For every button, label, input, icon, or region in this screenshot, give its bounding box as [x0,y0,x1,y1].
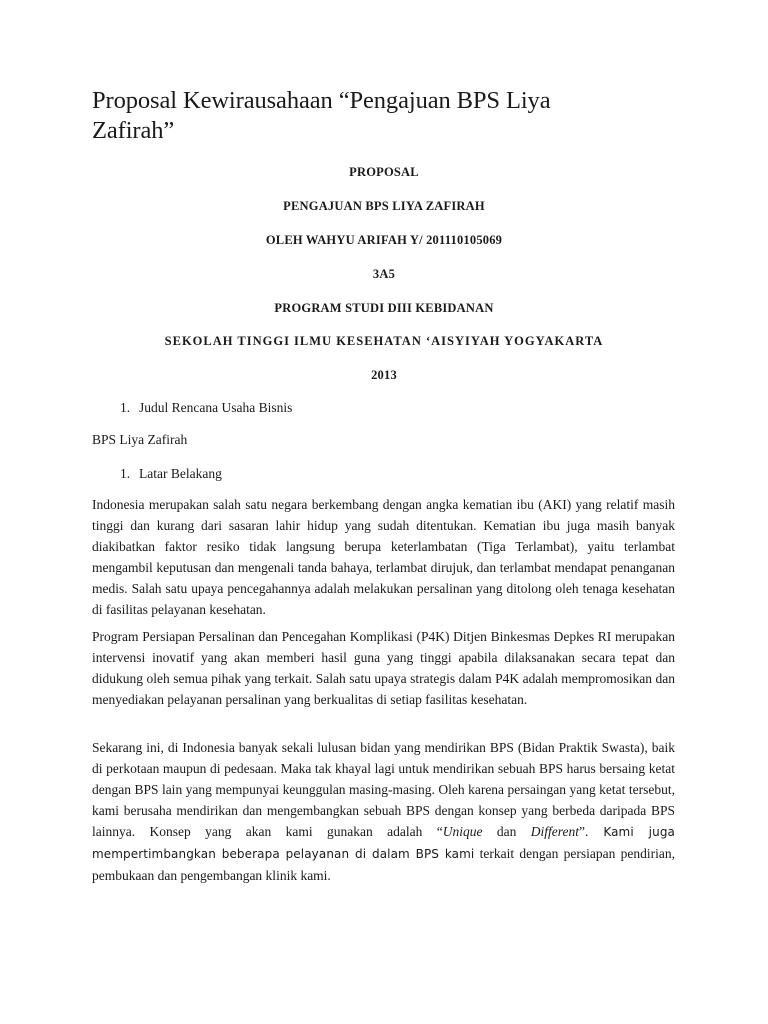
cover-program: PROGRAM STUDI DIII KEBIDANAN [274,301,494,315]
cover-year: 2013 [371,368,397,382]
list-number: 1. [120,466,131,481]
list-item [120,466,222,482]
paragraph-2: Program Persiapan Persalinan dan Pencegahan Komplikasi (P4K) Ditjen Binkesmas Depkes RI merupakan intervensi inovatif yang akan memberi hasil guna yang tinggi apabila dilaksanakan secara tepat dan didukung oleh semua pihak yang terkait. Salah satu upaya strategis dalam P4K adalah mempromosikan dan menyediakan pelayanan persalinan yang berkualitas di setiap fasilitas kesehatan. [92,629,675,707]
unique-term: Unique [442,824,483,839]
cover-proposal: PROPOSAL [349,165,419,179]
section-heading: Judul Rencana Usaha Bisnis [139,400,293,415]
different-term: Different [530,824,580,839]
paragraph-3-sans-text: Kami juga mempertimbangkan beberapa pelayanan di dalam BPS kami [92,825,675,861]
section-heading: Latar Belakang [139,466,222,481]
document-title: Proposal Kewirausahaan “Pengajuan BPS Liya Zafirah” [92,87,551,144]
cover-school: SEKOLAH TINGGI ILMU KESEHATAN ‘AISYIYAH YOGYAKARTA [164,334,604,348]
cover-author: OLEH WAHYU ARIFAH Y/ 201110105069 [265,233,503,247]
close-quote: ”. [579,824,589,839]
list-item [120,400,292,416]
paragraph-3 [92,737,675,886]
paragraph-3-end: terkait dengan persiapan pendirian, pembukaan dan pengembangan klinik kami. [92,846,675,883]
business-name: BPS Liya Zafirah [92,432,188,447]
list-number: 1. [120,400,131,415]
paragraph-1: Indonesia merupakan salah satu negara berkembang dengan angka kematian ibu (AKI) yang relatif masih tinggi dan kurang dari sasaran lahir hidup yang sudah ditentukan. Kematian ibu juga masih banyak diakibatkan faktor resiko tidak langsung berupa keterlambatan (Tiga Terlambat), yaitu terlambat mengambil keputusan dan mengenali tanda bahaya, terlambat dirujuk, dan terlambat mendapat penanganan medis. Salah satu upaya pencegahannya adalah melakukan persalinan yang ditolong oleh tenaga kesehatan di fasilitas pelayanan kesehatan. [92,497,675,617]
conjunction: dan [482,824,531,839]
paragraph-3-text: Sekarang ini, di Indonesia banyak sekali lulusan bidan yang mendirikan BPS (Bidan Praktik Swasta), baik di perkotaan maupun di pedesaan. Maka tak khayal lagi untuk mendirikan sebuah BPS harus bersaing ketat dengan BPS lain yang mempunyai keunggulan masing-masing. Oleh karena persaingan yang ketat tersebut, kami berusaha mendirikan dan mengembangkan sebuah BPS dengan konsep yang berbeda daripada BPS lainnya. Konsep yang akan kami gunakan adalah [92,740,675,839]
cover-class: 3A5 [372,267,396,281]
cover-subject: PENGAJUAN BPS LIYA ZAFIRAH [283,199,485,213]
open-quote: “ [436,824,443,839]
